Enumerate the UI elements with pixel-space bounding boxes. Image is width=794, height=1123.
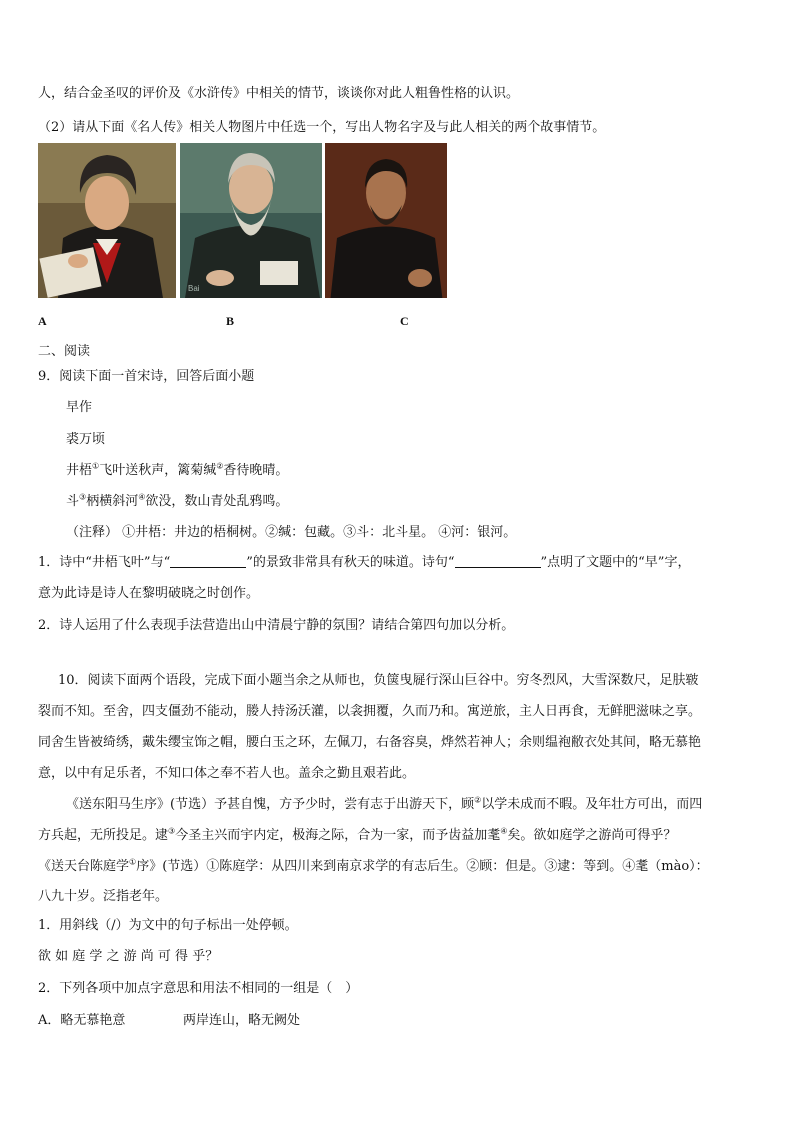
option-a-right: 两岸连山，略无阙处	[183, 1013, 301, 1028]
answer-blank-1[interactable]	[170, 553, 246, 568]
q10-subquestion-1: 1．用斜线（/）为文中的句子标出一处停顿。	[38, 918, 298, 933]
q10-passage-line-6: 方兵起，无所投足。逮③今圣主兴而宇内定，极海之际，合为一家，而予齿益加耄④矣。欲如庭学之游尚可得乎？	[38, 826, 677, 843]
section-heading: 二、阅读	[38, 344, 91, 359]
portrait-b-image	[180, 143, 322, 298]
q10-passage-line-1: 10．阅读下面两个语段，完成下面小题当余之从师也，负箧曳屣行深山巨谷中。穷冬烈风，大雪深数尺，足肤皲	[58, 673, 699, 688]
poem-line-2: 斗③柄横斜河④欲没，数山青处乱鸦鸣。	[66, 492, 289, 509]
poem-author: 裘万顷	[66, 432, 106, 447]
poem-title: 早作	[66, 400, 93, 415]
portrait-c-image	[325, 143, 447, 298]
watermark-text: Bai	[188, 284, 200, 293]
q9-subquestion-1-cont: 意为此诗是诗人在黎明破晓之时创作。	[38, 586, 260, 601]
q9-subquestion-1: 1．诗中“井梧飞叶”与“ ”的景致非常具有秋天的味道。诗句“ ”点明了文题中的“早”字，	[38, 555, 691, 570]
portrait-a-label: A	[38, 314, 47, 328]
q10-passage-line-3: 同舍生皆被绮绣，戴朱缨宝饰之帽，腰白玉之环，左佩刀，右备容臭，烨然若神人；余则缊袍敝衣处其间，略无慕艳	[38, 735, 702, 750]
q10-passage-line-2: 裂而不知。至舍，四支僵劲不能动，媵人持汤沃灌，以衾拥覆，久而乃和。寓逆旅，主人日再食，无鲜肥滋味之享。	[38, 704, 702, 719]
q9-intro: 9．阅读下面一首宋诗，回答后面小题	[38, 369, 255, 384]
portrait-b-label: B	[226, 314, 235, 328]
option-a-left: A．略无慕艳意	[38, 1013, 126, 1028]
q10-passage-line-4: 意，以中有足乐者，不知口体之奉不若人也。盖余之勤且艰若此。	[38, 766, 416, 781]
q10-source-notes-cont: 八九十岁。泛指老年。	[38, 889, 169, 904]
poem-notes: （注释） ①井梧：井边的梧桐树。②缄：包藏。③斗：北斗星。 ④河：银河。	[66, 525, 517, 540]
q10-subquestion-1-sentence: 欲 如 庭 学 之 游 尚 可 得 乎？	[38, 949, 219, 964]
q9-subquestion-2: 2．诗人运用了什么表现手法营造出山中清晨宁静的氛围？请结合第四句加以分析。	[38, 618, 515, 633]
answer-blank-2[interactable]	[455, 553, 541, 568]
q8-continuation: 人，结合金圣叹的评价及《水浒传》中相关的情节，谈谈你对此人粗鲁性格的认识。	[38, 86, 520, 101]
q10-passage-line-5: 《送东阳马生序》(节选）予甚自愧，方予少时，尝有志于出游天下，顾②以学未成而不暇。及年壮方可出，而四	[66, 795, 703, 812]
q10-subquestion-2: 2．下列各项中加点字意思和用法不相同的一组是（ ）	[38, 981, 359, 996]
poem-line-1: 井梧①飞叶送秋声，篱菊缄②香待晚晴。	[66, 461, 289, 478]
q10-source-notes: 《送天台陈庭学①序》(节选）①陈庭学：从四川来到南京求学的有志后生。②顾：但是。③逮：等到。④耄（mào）：	[38, 857, 709, 874]
q8-subquestion-2: （2）请从下面《名人传》相关人物图片中任选一个，写出人物名字及与此人相关的两个故事情节。	[38, 120, 606, 135]
portrait-c-label: C	[400, 314, 409, 328]
portrait-a-image	[38, 143, 176, 298]
